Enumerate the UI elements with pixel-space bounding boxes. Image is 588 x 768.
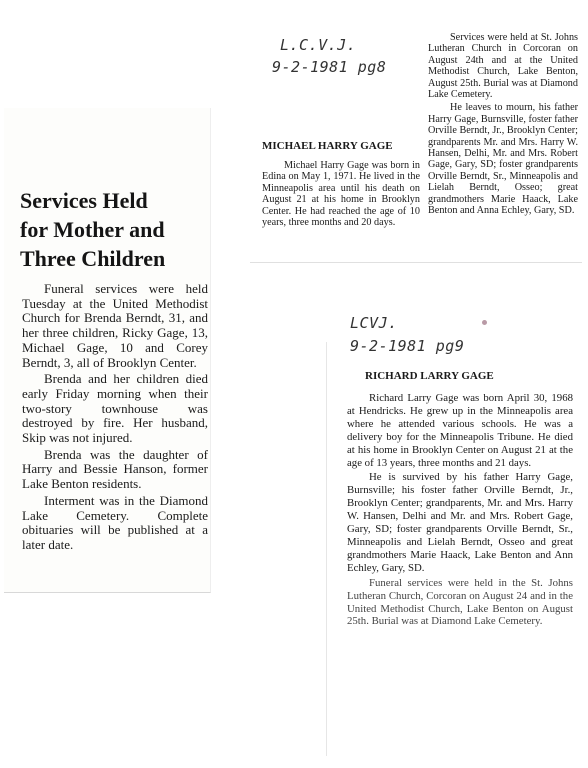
paragraph: Services were held at St. Johns Lutheran Church in Corcoran on August 24th and at the United Methodist Church, Lake Benton, August 25th. Burial was at Diamond Lake Cemetery. [428, 32, 578, 101]
handwritten-line: 9-2-1981 pg9 [350, 337, 465, 355]
headline [20, 186, 206, 273]
obituary-body [347, 392, 573, 630]
paragraph: He is survived by his father Harry Gage, Burnsville; his foster father Orville Berndt, Jr., Brooklyn Center; grandparents, Mr. and Mrs. Harry W. Hansen, Delhi and Mr. and Mrs. Robert Gage, Gary, SD; foster grandparents Orville Berndt, Sr., Minneapolis and Lielah Berndt, Osseo and great grandmothers Marie Haack, Lake Benton and Ann Echley, Gary, SD. [347, 471, 573, 574]
paragraph: Brenda was the daughter of Harry and Bessie Hanson, former Lake Benton residents. [22, 446, 208, 492]
headline-line: Three Children [20, 246, 166, 271]
article-body [22, 282, 208, 555]
paragraph: Interment was in the Diamond Lake Cemetery. Complete obituaries will be published at a later date. [22, 492, 208, 552]
paragraph: Funeral services were held in the St. Johns Lutheran Church, Corcoran on August 24 and in the United Methodist Church, Lake Benton on August 25th. Burial was at Diamond Lake Cemetery. [347, 576, 573, 628]
handwritten-line: LCVJ. [350, 314, 398, 332]
obituary-right-column [428, 32, 578, 219]
obituary-heading: MICHAEL HARRY GAGE [262, 140, 393, 152]
paragraph: Richard Larry Gage was born April 30, 1968 at Hendricks. He grew up in the Minneapolis area where he attended various schools. He was a delivery boy for the Minneapolis Tribune. He died at his home in Brooklyn Center on August 21 at the age of 13 years, three months and 21 days. [347, 392, 573, 469]
paragraph: Brenda and her children died early Friday morning when their two-story townhouse was destroyed by fire. Her husband, Skip was not injured. [22, 371, 208, 446]
handwritten-line: 9-2-1981 pg8 [272, 58, 387, 76]
ink-speck [482, 320, 487, 325]
headline-line: for Mother and [20, 217, 165, 242]
clipping-services-held [4, 108, 211, 593]
headline-line: Services Held [20, 188, 148, 213]
clipping-michael-harry-gage [250, 22, 582, 263]
obituary-left-column: Michael Harry Gage was born in Edina on May 1, 1971. He lived in the Minneapolis area until his death on August 21 at his home in Brooklyn Center. He had reached the age of 10 years, three months and 20 days. [262, 160, 420, 229]
handwritten-line: L.C.V.J. [280, 36, 357, 54]
clipping-richard-larry-gage [326, 342, 581, 756]
paragraph: He leaves to mourn, his father Harry Gage, Burnsville, foster father Orville Berndt, Jr., Brooklyn Center; grandparents Mr. and Mrs. Harry W. Hansen, Delhi, Mr. and Mrs. Robert Gage, Gary, SD; foster grandparents Orville Berndt, Sr., Minneapolis and Lielah Berndt, Osseo; great grandmothers Marie Haack, Lake Benton and Anna Echley, Gary, SD. [428, 102, 578, 217]
paragraph: Funeral services were held Tuesday at the United Methodist Church for Brenda Berndt, 31, and her three children, Ricky Gage, 13, Michael Gage, 10 and Corey Berndt, 3, all of Brooklyn Center. [22, 281, 208, 370]
obituary-heading: RICHARD LARRY GAGE [365, 370, 494, 382]
